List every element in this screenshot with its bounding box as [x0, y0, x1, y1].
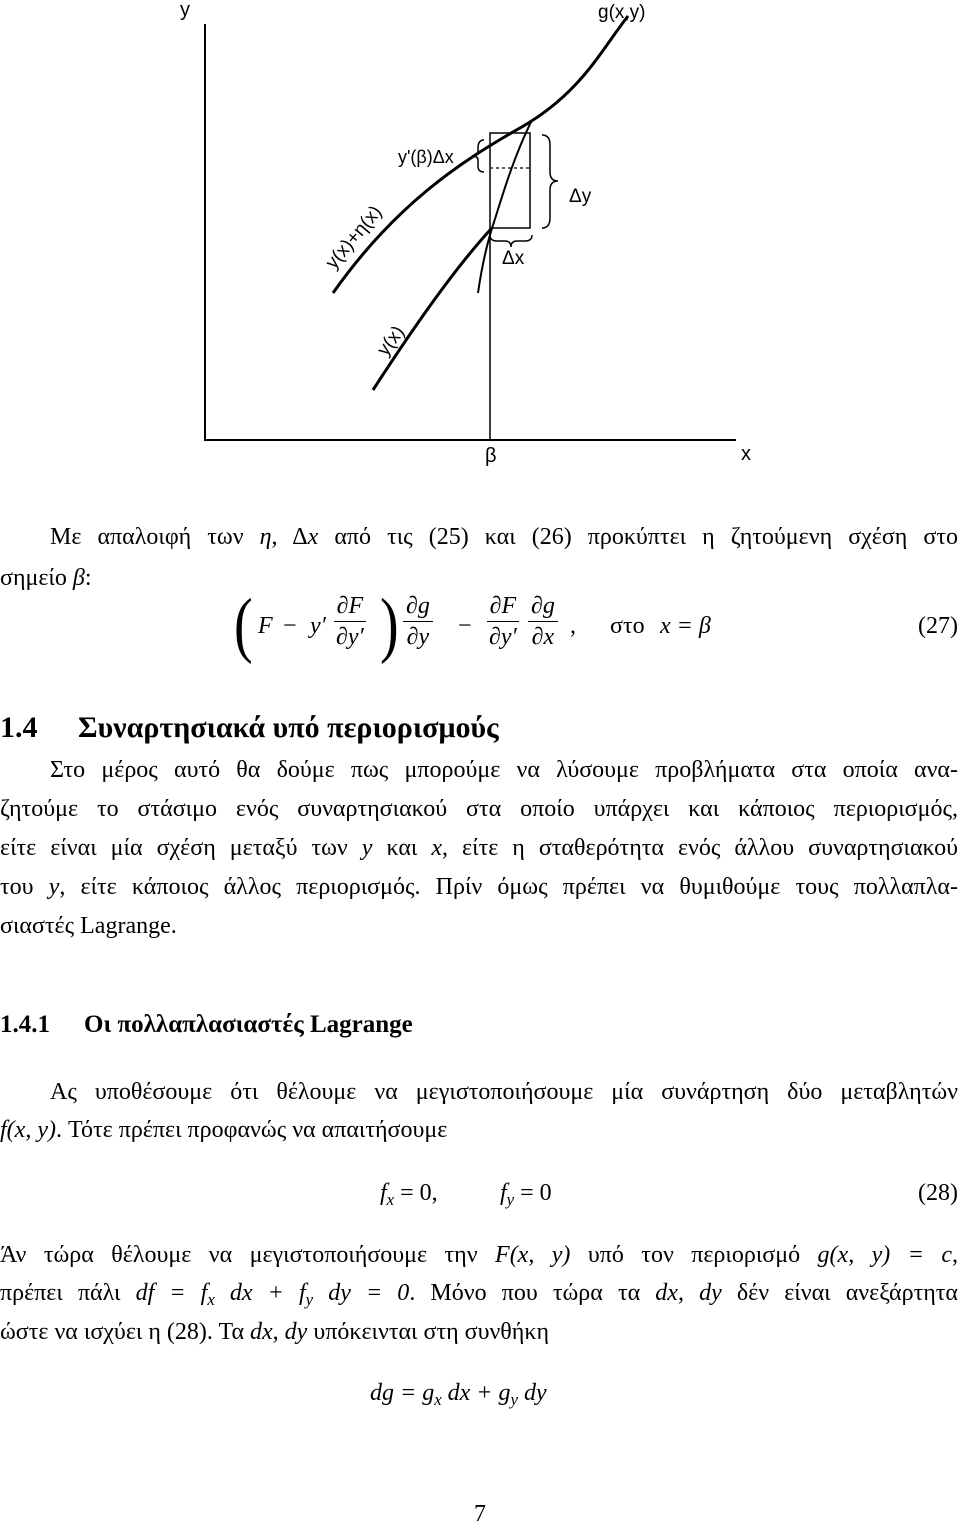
- fraction-denominator: ∂x: [531, 624, 555, 650]
- para3-line-3: [0, 1317, 549, 1347]
- page-number: 7: [474, 1501, 486, 1527]
- eq27-fraction-3: [486, 591, 520, 652]
- math-segment: dg = g: [370, 1380, 435, 1406]
- math-subscript: x: [386, 1190, 395, 1210]
- para1-line-5: [0, 911, 177, 941]
- left-brace: [472, 140, 484, 172]
- text-segment: , είτε κάποιος άλλος περιορισμός. Πρίν όμως πρέπει να θυμιθούμε τους πολλαπλα-: [59, 874, 958, 900]
- y-eta-curve-label: y(x)+η(x): [321, 201, 387, 274]
- math-segment: dy = 0: [313, 1280, 410, 1306]
- intro-line-1: [50, 522, 958, 552]
- curve-y-plus-eta: [333, 16, 628, 293]
- eq27-paren-open: (: [234, 584, 253, 666]
- text-segment: από τις (25) και (26) προκύπτει η ζητούμενη σχέση στο: [318, 524, 958, 550]
- text-segment: δέν είναι ανεξάρτητα: [721, 1280, 959, 1306]
- eq27-fraction-2: [403, 591, 433, 652]
- beta-tick-label: β: [485, 445, 497, 467]
- text-segment: Άν τώρα θέλουμε να μεγιστοποιήσουμε την: [0, 1242, 496, 1268]
- para3-line-1: [0, 1240, 958, 1270]
- text-segment: ώστε να ισχύει η (28). Τα: [0, 1319, 251, 1345]
- eq28-number: (28): [918, 1180, 958, 1206]
- y-prime-dx-label: y'(β)Δx: [398, 147, 454, 167]
- fraction-numerator: ∂g: [528, 591, 558, 622]
- math-segment: dy: [517, 1380, 547, 1406]
- math-f-of-xy: f(x, y): [0, 1117, 56, 1143]
- text-segment: σιαστές Lagrange.: [0, 913, 177, 939]
- eq27-comma: ,: [570, 613, 576, 639]
- eq27-minus-2: −: [458, 613, 472, 639]
- curve-y: [373, 229, 491, 390]
- eq27-minus-1: −: [283, 613, 297, 639]
- math-segment: df = f: [135, 1280, 208, 1306]
- text-segment: Στο μέρος αυτό θα δούμε πως μπορούμε να λύσουμε προβλήματα στα οποία ανα-: [50, 757, 958, 783]
- math-base: f: [500, 1180, 507, 1206]
- math-constraint: g(x, y) = c: [817, 1242, 952, 1268]
- subsection-number: 1.4.1: [0, 1011, 50, 1038]
- figure-diagram: [0, 0, 960, 480]
- text-segment: πρέπει πάλι: [0, 1280, 136, 1306]
- section-number: 1.4: [0, 711, 38, 744]
- delta-y-label: Δy: [569, 186, 592, 207]
- eq27-fraction-4: [528, 591, 558, 652]
- para3-line-2: [0, 1278, 958, 1308]
- math-dx-dy: dx, dy: [655, 1280, 722, 1306]
- text-segment: ,: [952, 1242, 958, 1268]
- fraction-numerator: ∂g: [403, 591, 433, 622]
- math-subscript: y: [506, 1190, 515, 1210]
- math-subscript: y: [510, 1390, 518, 1410]
- text-segment: Ας υποθέσουμε ότι θέλουμε να μεγιστοποιήσουμε μία συνάρτηση δύο μεταβλητών: [50, 1079, 958, 1105]
- text-segment: , είτε η σταθερότητα ενός άλλου συναρτησιακού: [442, 835, 958, 861]
- text-segment: υπόκεινται στη συνθήκη: [307, 1319, 549, 1345]
- intro-line-2: [0, 563, 92, 593]
- text-segment: σημείο: [0, 565, 73, 591]
- y-curve-label: y(x): [373, 322, 410, 361]
- g-curve-label: g(x,y): [598, 2, 646, 23]
- right-brace: [542, 135, 558, 228]
- text-segment: Με απαλοιφή των: [50, 524, 260, 550]
- math-rest: = 0: [514, 1180, 552, 1206]
- para1-line-3: [0, 833, 958, 863]
- eq28-term-1: [380, 1178, 438, 1208]
- math-y: y: [361, 835, 373, 861]
- x-axis-label: x: [741, 443, 751, 465]
- eq27-y-prime: y′: [310, 613, 326, 639]
- text-segment: :: [84, 565, 92, 591]
- text-segment: υπό τον περιορισμό: [570, 1242, 818, 1268]
- para2-line-1: [50, 1077, 958, 1107]
- math-base: f: [380, 1180, 387, 1206]
- text-segment: ζητούμε το στάσιμο ενός συναρτησιακού στα οποίο υπάρχει και κάποιος περιορισμός,: [0, 796, 958, 822]
- y-axis-label: y: [180, 0, 190, 21]
- math-eta: η: [259, 524, 272, 550]
- text-segment: ,: [271, 524, 293, 550]
- eq28-term-2: [500, 1178, 552, 1208]
- fraction-numerator: ∂F: [487, 591, 520, 622]
- text-segment: . Μόνο που τώρα τα: [409, 1280, 656, 1306]
- math-beta: β: [72, 565, 85, 591]
- math-delta: Δ: [292, 524, 308, 550]
- eq27-paren-close: ): [380, 584, 399, 666]
- math-y: y: [48, 874, 60, 900]
- math-subscript: x: [207, 1290, 215, 1310]
- math-subscript: y: [305, 1290, 314, 1310]
- para1-line-2: [0, 794, 958, 824]
- math-F-of-xy: F(x, y): [495, 1242, 571, 1268]
- para2-line-2: [0, 1115, 447, 1145]
- fraction-denominator: ∂y′: [489, 624, 517, 650]
- math-segment: dx + f: [214, 1280, 306, 1306]
- math-subscript: x: [434, 1390, 442, 1410]
- text-segment: . Τότε πρέπει προφανώς να απαιτήσουμε: [55, 1117, 448, 1143]
- eq27-fraction-1: [333, 591, 367, 652]
- eq27-condition-word: στο: [610, 613, 645, 639]
- math-rest: = 0,: [394, 1180, 438, 1206]
- text-segment: είτε είναι μία σχέση μεταξύ των: [0, 835, 362, 861]
- fraction-numerator: ∂F: [334, 591, 367, 622]
- eq27-F: F: [258, 613, 273, 639]
- math-x: x: [307, 524, 319, 550]
- math-segment: dx + g: [441, 1380, 511, 1406]
- text-segment: και: [372, 835, 432, 861]
- bottom-brace: [490, 235, 532, 247]
- subsection-title: Οι πολλαπλασιαστές Lagrange: [84, 1011, 413, 1038]
- math-x: x: [431, 835, 443, 861]
- math-dx-dy: dx, dy: [250, 1319, 308, 1345]
- para1-line-1: [50, 755, 958, 785]
- text-segment: του: [0, 874, 49, 900]
- eq-dg: [370, 1378, 547, 1408]
- fraction-denominator: ∂y: [406, 624, 430, 650]
- eq27-condition-math: x = β: [660, 613, 711, 639]
- section-title: Συναρτησιακά υπό περιορισμούς: [78, 711, 499, 744]
- eq27-number: (27): [918, 613, 958, 639]
- fraction-denominator: ∂y′: [336, 624, 364, 650]
- delta-x-label: Δx: [502, 248, 525, 269]
- para1-line-4: [0, 872, 958, 902]
